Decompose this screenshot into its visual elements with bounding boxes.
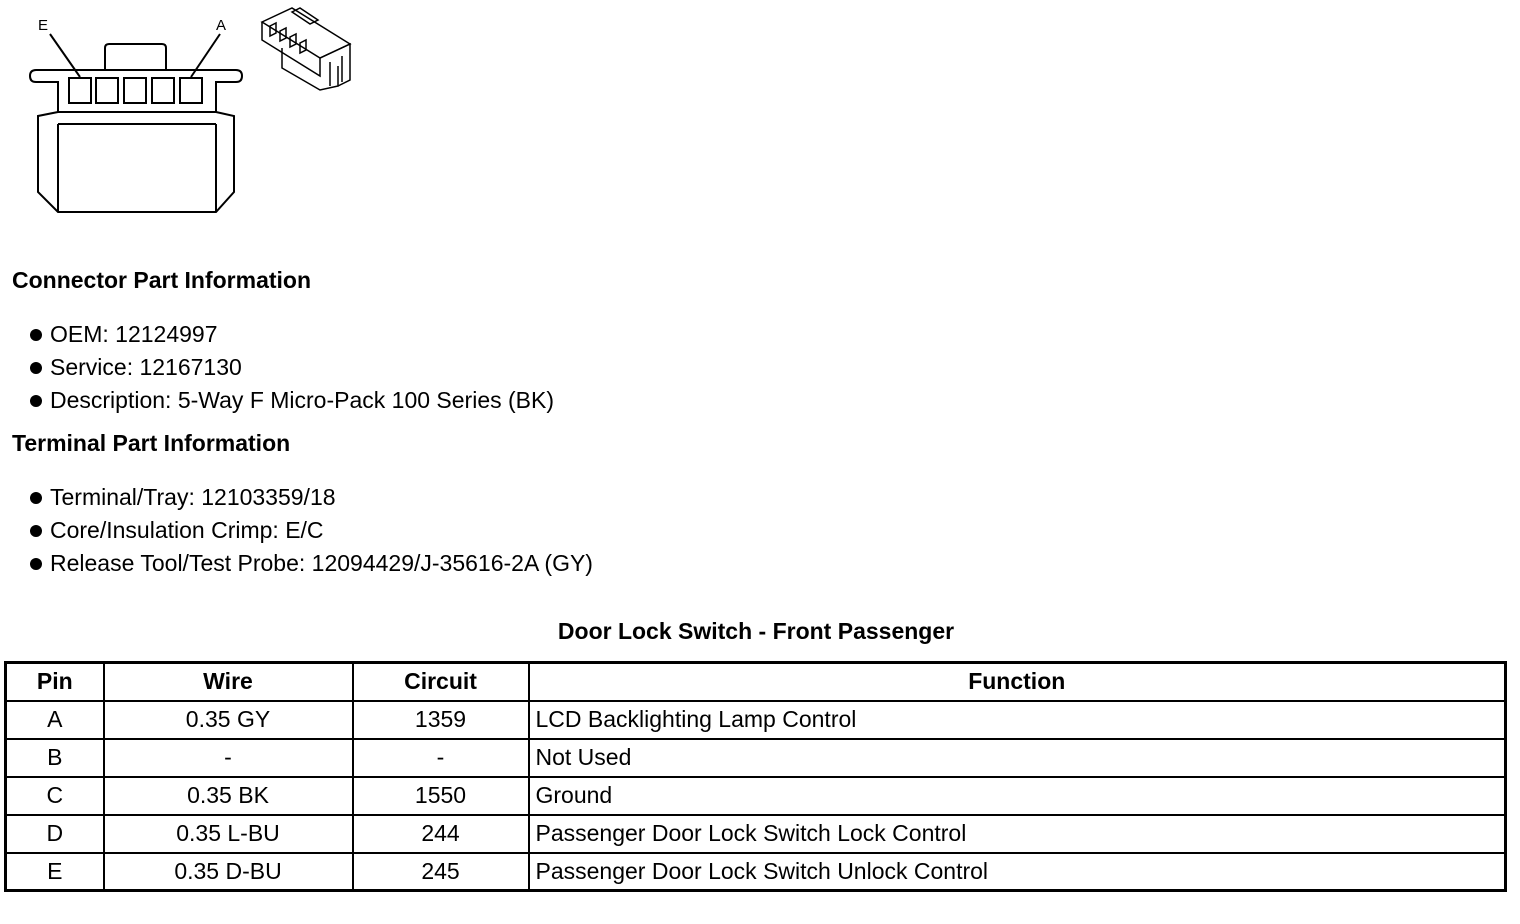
column-header-pin: Pin: [6, 663, 104, 701]
pin-cell: D: [6, 815, 104, 853]
table-row: [6, 777, 1506, 815]
wire-cell: 0.35 D-BU: [104, 853, 353, 891]
connector-diagram: [0, 0, 370, 225]
function-cell: LCD Backlighting Lamp Control: [529, 701, 1506, 739]
function-cell: Passenger Door Lock Switch Unlock Control: [529, 853, 1506, 891]
bullet-icon: [30, 362, 42, 374]
function-cell: Ground: [529, 777, 1506, 815]
table-header-row: [6, 663, 1506, 701]
table-row: [6, 701, 1506, 739]
column-header-function: Function: [529, 663, 1506, 701]
bullet-icon: [30, 395, 42, 407]
pin-cell: C: [6, 777, 104, 815]
table-row: [6, 739, 1506, 777]
column-header-wire: Wire: [104, 663, 353, 701]
pinout-table: [4, 661, 1507, 892]
wire-cell: 0.35 GY: [104, 701, 353, 739]
pin-label-a: A: [216, 17, 227, 34]
bullet-icon: [30, 492, 42, 504]
list-item: [0, 547, 593, 580]
list-item: [0, 351, 554, 384]
circuit-cell: -: [353, 739, 529, 777]
terminal-info-heading: Terminal Part Information: [12, 430, 291, 456]
bullet-icon: [30, 329, 42, 341]
oem-value: OEM: 12124997: [50, 321, 218, 347]
pin-cell: E: [6, 853, 104, 891]
list-item: [0, 318, 554, 351]
connector-info-list: [0, 318, 554, 417]
terminal-info-list: [0, 481, 593, 580]
terminal-tray-value: Terminal/Tray: 12103359/18: [50, 484, 336, 510]
release-tool-value: Release Tool/Test Probe: 12094429/J-35616-2A (GY): [50, 550, 593, 576]
list-item: [0, 384, 554, 417]
list-item: [0, 481, 593, 514]
column-header-circuit: Circuit: [353, 663, 529, 701]
circuit-cell: 244: [353, 815, 529, 853]
pin-cell: A: [6, 701, 104, 739]
table-row: [6, 853, 1506, 891]
circuit-cell: 245: [353, 853, 529, 891]
service-value: Service: 12167130: [50, 354, 242, 380]
circuit-cell: 1550: [353, 777, 529, 815]
wire-cell: 0.35 BK: [104, 777, 353, 815]
description-value: Description: 5-Way F Micro-Pack 100 Series (BK): [50, 387, 555, 413]
wire-cell: -: [104, 739, 353, 777]
function-cell: Passenger Door Lock Switch Lock Control: [529, 815, 1506, 853]
connector-3d-icon: [262, 8, 350, 90]
table-row: [6, 815, 1506, 853]
bullet-icon: [30, 558, 42, 570]
pin-label-e: E: [38, 17, 49, 34]
table-title: Door Lock Switch - Front Passenger: [557, 618, 955, 644]
pin-cell: B: [6, 739, 104, 777]
bullet-icon: [30, 525, 42, 537]
crimp-value: Core/Insulation Crimp: E/C: [50, 517, 324, 543]
connector-info-heading: Connector Part Information: [12, 267, 312, 293]
function-cell: Not Used: [529, 739, 1506, 777]
list-item: [0, 514, 593, 547]
circuit-cell: 1359: [353, 701, 529, 739]
wire-cell: 0.35 L-BU: [104, 815, 353, 853]
